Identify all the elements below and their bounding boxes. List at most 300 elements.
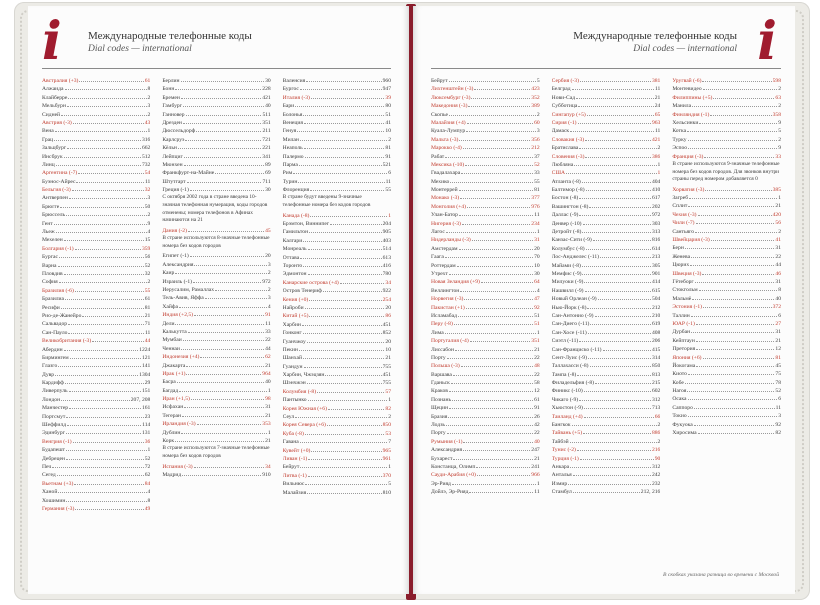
entry-code: 69 [265,170,271,177]
entry-code: 62 [144,472,151,479]
dot-leader [194,310,264,316]
list-item [42,244,150,252]
entry-name: Штутгарт [162,178,186,185]
dot-leader [584,403,651,409]
entry-name: Краков [431,388,448,395]
dot-leader [186,369,261,375]
entry-name: Тунис (-2) [551,447,576,454]
dot-leader [303,236,381,242]
entry-name: Сербия (-3) [551,78,579,84]
dot-leader [568,479,651,485]
entry-code: 213 [651,254,661,261]
list-item [672,386,781,394]
entry-code: 662 [141,145,151,152]
dot-leader [583,219,651,225]
entry-name: Варшава [431,371,452,378]
dot-leader [467,118,533,124]
entry-name: Стокгольм [672,287,698,294]
list-item [431,487,540,495]
dot-leader [465,160,533,166]
list-item [431,479,540,487]
entry-code: 42 [534,422,540,429]
entry-code: 6 [388,170,391,177]
dot-leader [190,185,264,191]
dot-leader [696,218,775,224]
entry-code: 22 [775,253,782,260]
dot-leader [477,470,530,476]
dot-leader [694,420,775,426]
dot-leader [692,294,774,300]
entry-name: Портсмут [42,413,66,420]
dot-leader [696,361,774,367]
list-item [42,386,150,394]
entry-name: Перу (-8) [431,321,453,328]
list-item [162,361,270,369]
entry-code: 415 [651,346,661,353]
entry-name: Гаага [431,254,444,261]
entry-name: Басра [162,379,176,386]
left-header-subtitle: Dial codes — international [88,44,192,54]
dot-leader [566,168,656,174]
entry-code: 57 [385,388,391,395]
dot-leader [586,185,651,191]
list-item [552,454,661,462]
entry-name: Утрехт [431,270,448,277]
entry-name: Пекин [282,346,298,353]
entry-name: Саппоро [672,404,693,411]
entry-code: 91 [534,405,540,412]
list-item [552,84,661,92]
entry-code: 614 [651,245,661,252]
dot-leader [590,361,651,367]
entry-code: 780 [382,271,391,278]
list-item [42,353,150,361]
entry-code: 15 [144,237,151,244]
dot-leader [586,244,651,250]
list-item [283,471,391,479]
list-item [162,470,270,478]
entry-code: 420 [772,211,782,218]
dot-leader [66,454,144,460]
list-item [672,353,781,361]
entry-name: Тампа (-8) [551,371,577,378]
entry-code: 385 [772,186,782,193]
entry-code: 55 [385,187,391,194]
dot-leader [474,84,530,90]
list-item [283,84,391,92]
entry-code: 1 [536,480,540,487]
entry-code: 66 [654,413,661,420]
entry-code: 963 [651,119,661,126]
entry-name: Бонн [162,86,175,93]
dot-leader [61,110,146,116]
entry-name: Измир [551,480,568,487]
entry-name: Исламабад [431,312,457,319]
dot-leader [711,235,775,241]
dot-leader [197,419,262,425]
list-item [162,386,270,394]
entry-name: Исфахан [162,404,184,411]
dot-leader [68,93,146,99]
list-item [283,420,391,428]
list-note: В стране используются 8-значные телефонные номера без кодов городов [162,235,270,249]
list-item [42,286,150,294]
entry-code: 5 [536,78,540,84]
dot-leader [309,311,384,317]
dot-leader [178,143,261,149]
entry-name: Финикс (-10) [551,388,583,395]
entry-code: 51 [385,111,391,118]
entry-code: 602 [651,388,661,395]
dot-leader [305,479,387,485]
entry-code: 2 [657,438,661,445]
entry-code: 10 [385,128,391,135]
dot-leader [340,278,385,284]
list-item [431,244,540,252]
list-item [283,320,391,328]
entry-code: 22 [534,354,540,361]
entry-name: Сальвадор [42,321,68,328]
list-item [283,152,391,160]
entry-name: Сауди-Арабия (+0) [431,472,476,479]
entry-code: 11 [265,320,271,327]
dot-leader [297,126,384,132]
entry-name: Бразилия (-6) [42,287,74,294]
dot-leader [447,353,533,359]
list-item [42,428,150,436]
dot-leader [453,370,533,376]
entry-name: Лима [431,329,444,336]
entry-name: Ливан (-1) [282,455,308,462]
entry-name: Дойлэ, Эр-Рияд [431,489,469,496]
entry-name: Любляна [551,161,574,168]
list-item [283,479,391,487]
entry-code: 810 [382,489,391,496]
dot-leader [72,185,144,191]
list-item [431,370,540,378]
entry-name: София [42,279,58,286]
entry-code: 20 [534,245,540,252]
dot-leader [54,219,147,225]
entry-code: 50 [144,203,151,210]
list-item [552,269,661,277]
entry-name: Фукуока [672,421,693,428]
list-item [283,219,391,227]
entry-code: 58 [534,380,540,387]
list-item [42,445,150,453]
entry-name: Сидней [42,111,61,118]
entry-name: Кувейт (+0) [282,447,311,454]
entry-code: 2 [388,414,391,421]
dot-leader [317,387,384,393]
entry-code: 615 [651,287,661,294]
dot-leader [449,403,533,409]
entry-name: Хорватия (-3) [672,186,705,193]
dot-leader [73,437,144,443]
list-item [552,462,661,470]
dot-leader [448,412,533,418]
entry-name: Гвадалахара [431,170,461,177]
list-item [283,168,391,176]
list-item [431,386,540,394]
entry-code: 31 [534,237,540,244]
dot-leader [308,269,382,275]
list-item [42,84,150,92]
dot-leader [593,235,651,241]
dot-leader [454,319,533,325]
dot-leader [445,328,536,334]
entry-code: 31 [775,278,782,285]
dot-leader [75,244,141,250]
list-item [672,143,781,151]
entry-code: 47 [534,296,540,303]
entry-code: 421 [651,136,661,143]
entry-code: 9 [778,119,782,126]
entry-name: Германия (-3) [42,505,75,512]
list-item [42,504,150,512]
entry-code: 1 [147,447,151,454]
list-item [42,412,150,420]
list-item [431,277,540,285]
list-item [42,370,150,378]
entry-code: 598 [772,78,782,84]
entry-name: Эр-Рияд [431,480,451,487]
dot-leader [305,152,385,158]
entry-name: Порту [431,430,446,437]
list-item [431,445,540,453]
dot-leader [691,252,774,258]
list-item [283,76,391,84]
list-item [672,110,781,118]
entry-name: Испания (-3) [162,463,193,470]
entry-name: США [551,170,566,177]
list-item [431,361,540,369]
entry-code: 910 [262,471,271,478]
list-item [672,218,781,226]
entry-name: Куба (-8) [282,430,304,437]
dot-leader [688,394,778,400]
dot-leader [698,428,775,434]
list-item [42,303,150,311]
entry-name: Венгрия (-1) [42,438,72,445]
dot-leader [182,411,264,417]
entry-name: Мумбаи [162,337,182,344]
entry-code: 54 [144,170,151,177]
entry-code: 232 [651,480,661,487]
entry-name: Гонконг [282,330,302,337]
entry-code: 8 [147,86,151,93]
dot-leader [175,436,264,442]
entry-code: 21 [385,355,391,362]
list-item [672,285,781,293]
entry-name: Рим [282,170,293,177]
entry-name: Грац [42,136,54,143]
dot-leader [59,277,147,283]
list-item [672,420,781,428]
entry-name: Тегеран [162,412,181,419]
entry-name: Монтевидео [672,86,702,93]
entry-code: 92 [534,304,540,311]
entry-name: Куала-Лумпур [431,128,466,135]
dot-leader [186,110,262,116]
entry-code: 40 [265,103,271,110]
entry-code: 1 [536,329,540,336]
dot-leader [450,177,533,183]
entry-code: 207, 208 [130,396,151,403]
entry-code: 98 [265,396,271,403]
dot-leader [446,420,533,426]
dot-leader [303,261,381,267]
list-item [431,101,540,109]
list-item [672,185,781,193]
dot-leader [308,471,382,477]
list-item [672,76,781,84]
dot-leader [587,303,651,309]
list-item [552,445,661,453]
info-i-icon: i [42,11,62,72]
dot-leader [70,353,141,359]
list-item [283,227,391,235]
entry-name: Нови-Сад [551,94,576,101]
dot-leader [459,244,533,250]
dot-leader [194,260,266,266]
entry-code: 711 [262,178,271,185]
dot-leader [446,227,536,233]
list-item [672,93,781,101]
dot-leader [179,302,267,308]
dot-leader [699,285,778,291]
list-item [162,84,270,92]
list-item [431,210,540,218]
list-item [431,93,540,101]
list-note: В стране используются 9-значные телефонные номера без кодов городов. Для звонков внутри страны перед номером добавляется 0 [672,160,780,183]
entry-name: Гётеборг [672,278,694,285]
entry-code: 247 [531,447,540,454]
entry-name: Оттава [282,254,300,261]
dot-leader [82,311,143,317]
dot-leader [449,386,533,392]
entry-name: Познань [431,396,452,403]
dot-leader [698,210,772,216]
entry-code: 21 [534,455,540,462]
list-item [552,101,661,109]
list-item [672,84,781,92]
entry-code: 2 [147,94,151,101]
entry-code: 3 [147,103,151,110]
list-item [42,76,150,84]
dot-leader [295,101,384,107]
dot-leader [460,193,530,199]
list-item [552,135,661,143]
entry-name: Канарские острова (+4) [282,279,339,286]
entry-name: Ирландия (-3) [162,421,196,428]
list-item [42,319,150,327]
dot-leader [188,226,264,232]
entry-code: 29 [144,380,151,387]
list-item [42,177,150,185]
dot-leader [449,110,536,116]
entry-code: 1 [388,212,391,219]
entry-name: Калькутта [162,328,187,335]
entry-name: Малайзия (+4) [431,119,466,126]
list-item [162,462,270,470]
left-columns [42,76,391,512]
list-item [283,286,391,294]
entry-code: 215 [651,380,661,387]
entry-code: 6 [778,312,782,319]
entry-code: 52 [144,455,151,462]
entry-code: 151 [141,388,151,395]
dot-leader [445,152,533,158]
list-item [42,479,150,487]
list-item [552,126,661,134]
entry-name: Канада (-8) [282,212,310,219]
list-item [431,454,540,462]
list-item [283,126,391,134]
entry-name: Израиль (-1) [162,278,192,285]
dot-leader [583,428,651,434]
entry-name: Порту [431,354,446,361]
dot-leader [449,76,536,82]
entry-name: Хьюстон (-9) [551,405,583,412]
entry-name: Клайберре [42,94,68,101]
entry-name: Тель-Авив, Яффа [162,295,204,302]
entry-code: 61 [144,296,151,303]
entry-code: 521 [382,161,391,168]
entry-name: Бари [282,103,295,110]
entry-name: Норвегия (-3) [431,296,464,303]
entry-code: 22 [265,337,271,344]
entry-code: 10 [534,262,540,269]
dot-leader [595,378,651,384]
entry-code: 1 [778,195,782,202]
list-item [42,378,150,386]
list-item [42,135,150,143]
list-item [552,336,661,344]
entry-name: Рио-де-Жанейро [42,312,82,319]
list-item [552,219,661,227]
list-item [672,344,781,352]
entry-code: 10 [385,346,391,353]
list-item [42,437,150,445]
entry-code: 48 [534,363,540,370]
dot-leader [595,311,651,317]
entry-code: 1 [388,397,391,404]
entry-code: 32 [144,187,151,194]
entry-code: 2 [267,270,271,277]
entry-name: Вена [42,128,54,135]
entry-code: 202 [651,203,661,210]
list-item [672,201,781,209]
entry-code: 377 [531,195,540,202]
entry-name: Бургас [42,254,58,261]
dot-leader [451,378,533,384]
entry-code: 5 [388,481,391,488]
dot-leader [576,93,654,99]
entry-code: 11 [775,404,782,411]
right-page [413,6,795,594]
entry-code: 82 [385,405,391,412]
entry-code: 504 [651,296,661,303]
list-item [552,93,661,101]
list-item [552,353,661,361]
list-item [283,412,391,420]
dot-leader [452,395,533,401]
dot-leader [183,101,264,107]
list-item [552,286,661,294]
entry-name: Монако (-3) [431,195,460,202]
entry-code: 2 [657,422,661,429]
